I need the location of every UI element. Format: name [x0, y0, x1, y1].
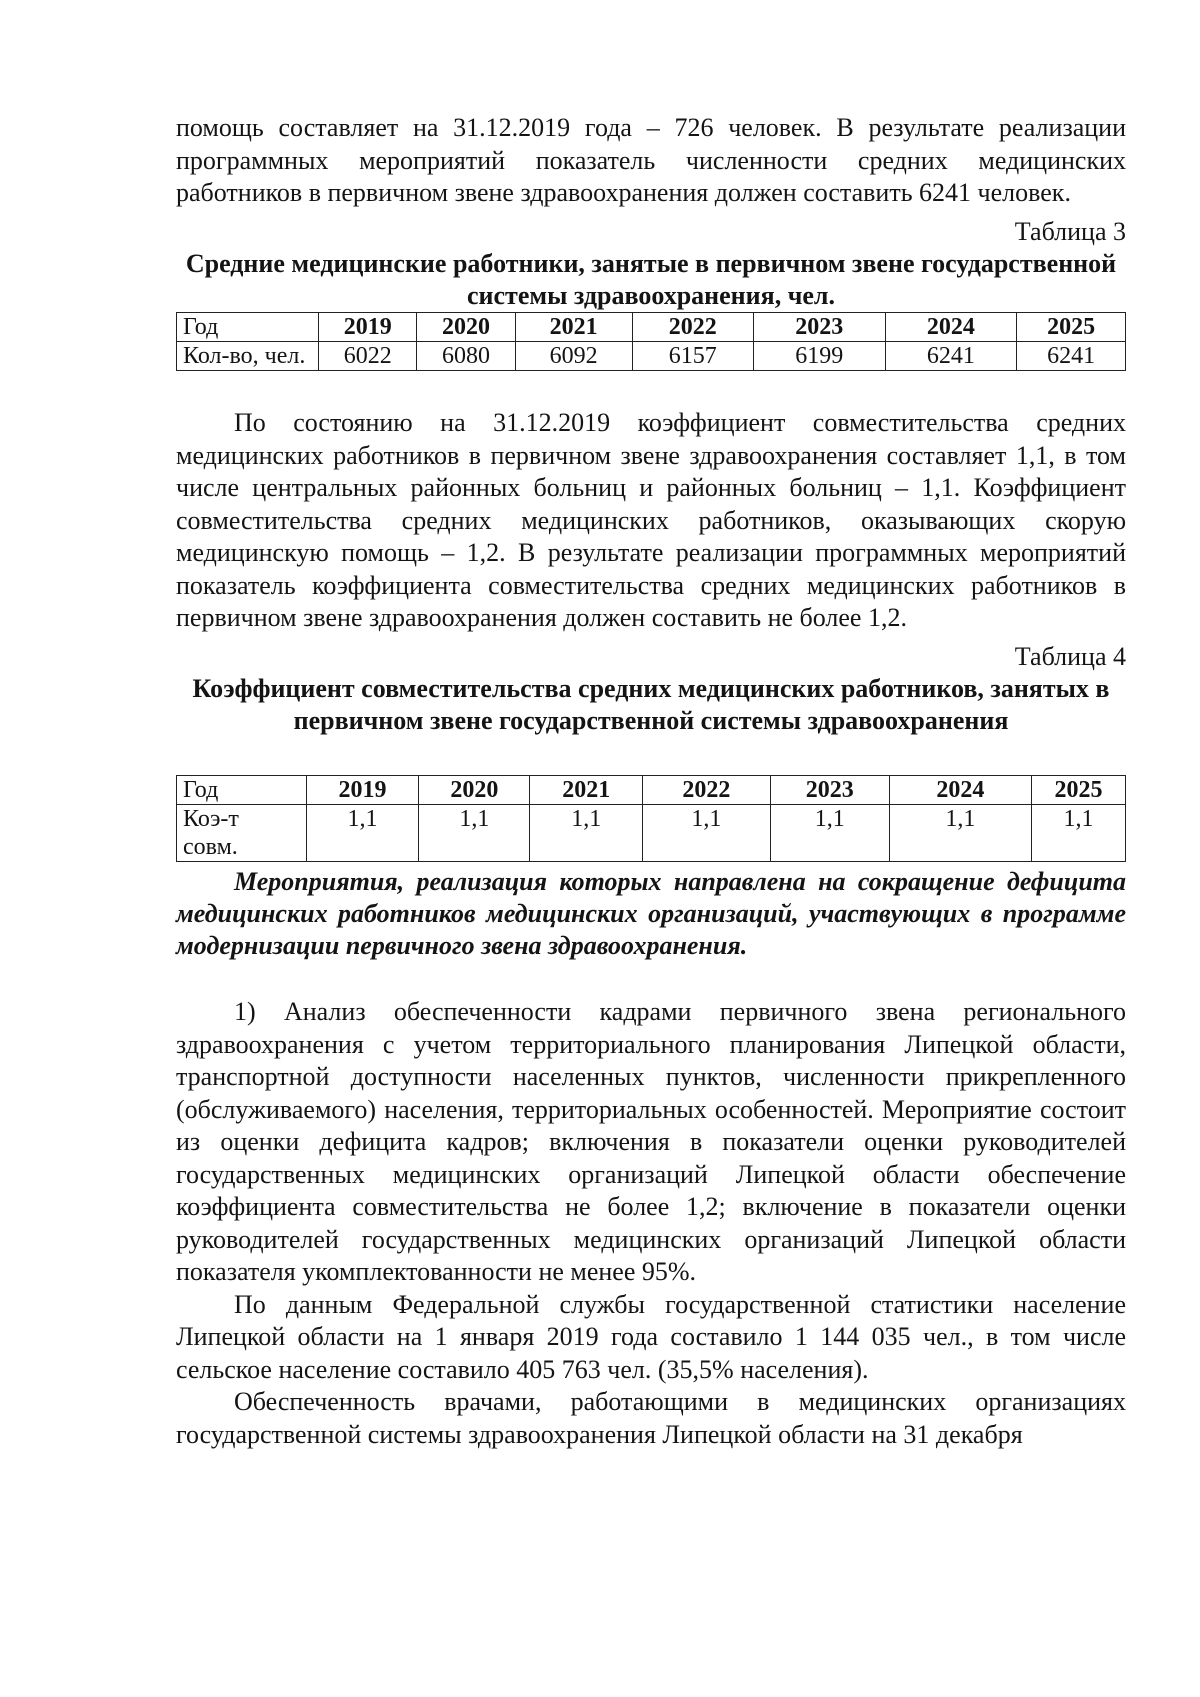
- table-row: [177, 805, 1126, 862]
- paragraph-doctors-supply: Обеспеченность врачами, работающими в медицинских организациях государственной системы здравоохранения Липецкой области на 31 декабря: [176, 1387, 1126, 1449]
- activities-heading: Мероприятия, реализация которых направлена на сокращение дефицита медицинских работников медицинских организаций, участвующих в программе модернизации первичного звена здравоохранения.: [176, 867, 1126, 960]
- table-4-label: Таблица 4: [1014, 641, 1126, 671]
- table-4-cell-2025: 1,1: [1031, 805, 1125, 862]
- table-3: [176, 312, 1126, 371]
- paragraph-staffing-analysis: 1) Анализ обеспеченности кадрами первичного звена регионального здравоохранения с учетом территориального планирования Липецкой области, транспортной доступности населенных пунктов, численности прикрепленного (обслуживаемого) населения, территориальных особенностей. Мероприятие состоит из оценки дефицита кадров; включения в показатели оценки руководителей государственных медицинских организаций Липецкой области обеспечение коэффициента совместительства не более 1,2; включение в показатели оценки руководителей государственных медицинских организаций Липецкой области показателя укомплектованности не менее 95%.: [176, 997, 1126, 1286]
- paragraph-coefficient: По состоянию на 31.12.2019 коэффициент совместительства средних медицинских работников в первичном звене здравоохранения составляет 1,1, в том числе центральных районных больниц и районных больниц – 1,1. Коэффициент совместительства средних медицинских работников, оказывающих скорую медицинскую помощь – 1,2. В результате реализации программных мероприятий показатель коэффициента совместительства средних медицинских работников в первичном звене здравоохранения должен составить не более 1,2.: [176, 408, 1126, 632]
- document-page: [176, 112, 1126, 1451]
- table-4-header-row: [177, 776, 1126, 805]
- table-3-header-2020: 2020: [417, 313, 515, 342]
- table-4-title: Коэффициент совместительства средних медицинских работников, занятых в первичном звене государственной системы здравоохранения: [192, 674, 1110, 735]
- table-3-title: Средние медицинские работники, занятые в первичном звене государственной системы здравоохранения, чел.: [185, 249, 1117, 310]
- table-4-cell-2021: 1,1: [530, 805, 643, 862]
- table-3-cell-2022: 6157: [632, 342, 753, 371]
- table-3-header-2024: 2024: [885, 313, 1017, 342]
- table-3-cell-2020: 6080: [417, 342, 515, 371]
- table-3-cell-2019: 6022: [319, 342, 417, 371]
- table-3-row-label: Кол-во, чел.: [177, 342, 319, 371]
- table-4-header-2025: 2025: [1031, 776, 1125, 805]
- table-4-header-2020: 2020: [419, 776, 530, 805]
- table-4-header-2023: 2023: [770, 776, 889, 805]
- table-3-header-row: [177, 313, 1126, 342]
- table-3-cell-2024: 6241: [885, 342, 1017, 371]
- table-3-header-2023: 2023: [753, 313, 885, 342]
- table-3-header-2022: 2022: [632, 313, 753, 342]
- table-4-cell-2022: 1,1: [643, 805, 771, 862]
- table-3-label: Таблица 3: [1014, 216, 1126, 246]
- table-4-cell-2020: 1,1: [419, 805, 530, 862]
- table-row: [177, 342, 1126, 371]
- table-4-cell-2024: 1,1: [889, 805, 1031, 862]
- table-3-header-2025: 2025: [1017, 313, 1126, 342]
- table-4-cell-2019: 1,1: [306, 805, 419, 862]
- table-3-header-year: Год: [177, 313, 319, 342]
- table-4-header-2022: 2022: [643, 776, 771, 805]
- table-3-header-2021: 2021: [515, 313, 632, 342]
- table-4-cell-2023: 1,1: [770, 805, 889, 862]
- table-4-header-2019: 2019: [306, 776, 419, 805]
- table-3-header-2019: 2019: [319, 313, 417, 342]
- table-3-cell-2025: 6241: [1017, 342, 1126, 371]
- table-4-row-label: Коэ-т совм.: [177, 805, 307, 862]
- table-4-header-year: Год: [177, 776, 307, 805]
- table-4: [176, 775, 1126, 862]
- table-3-cell-2021: 6092: [515, 342, 632, 371]
- table-4-header-2024: 2024: [889, 776, 1031, 805]
- table-4-header-2021: 2021: [530, 776, 643, 805]
- paragraph-population: По данным Федеральной службы государственной статистики население Липецкой области на 1 января 2019 года составило 1 144 035 чел., в том числе сельское население составило 405 763 чел. (35,5% населения).: [176, 1289, 1126, 1384]
- table-3-cell-2023: 6199: [753, 342, 885, 371]
- paragraph-staff-count: помощь составляет на 31.12.2019 года – 726 человек. В результате реализации программных мероприятий показатель численности средних медицинских работников в первичном звене здравоохранения должен составить 6241 человек.: [176, 113, 1126, 207]
